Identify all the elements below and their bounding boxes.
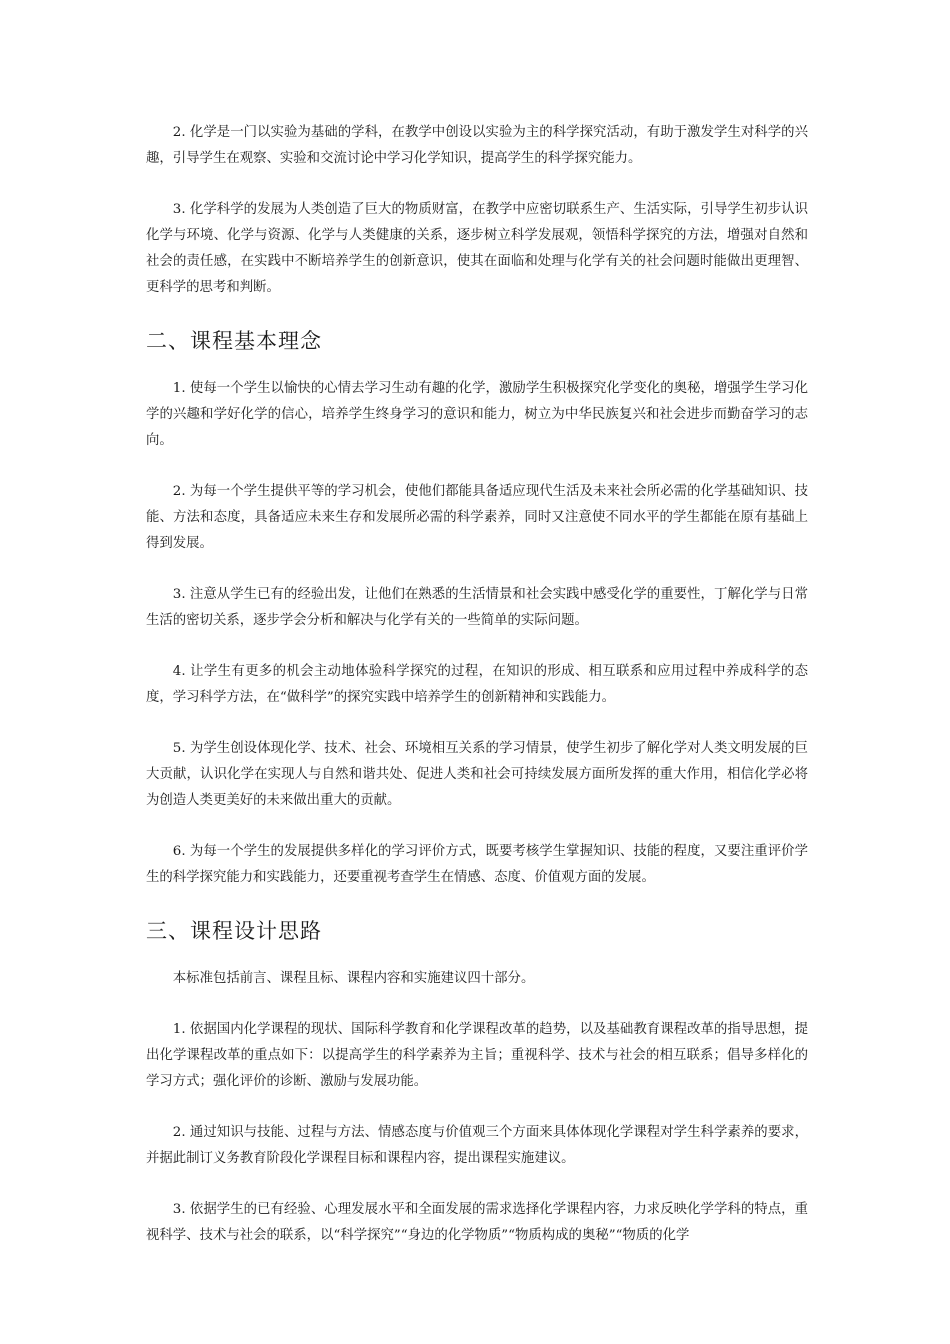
section-heading-basic-concepts: 二、课程基本理念 <box>146 329 322 353</box>
paragraph-concept-1: 1. 使每一个学生以愉快的心情去学习生动有趣的化学，激励学生积极探究化学变化的奥秘，增强学生学习化学的兴趣和学好化学的信心，培养学生终身学习的意识和能力，树立为中华民族复兴和社会进步而勤奋学习的志向。 <box>146 381 808 448</box>
paragraph-design-2: 2. 通过知识与技能、过程与方法、情感态度与价值观三个方面来具体体现化学课程对学生科学素养的要求，并据此制订义务教育阶段化学课程目标和课程内容，提出课程实施建议。 <box>146 1125 808 1166</box>
paragraph-concept-5: 5. 为学生创设体现化学、技术、社会、环境相互关系的学习情景，使学生初步了解化学对人类文明发展的巨大贡献，认识化学在实现人与自然和谐共处、促进人类和社会可持续发展方面所发挥的重大作用，相信化学必将为创造人类更美好的未来做出重大的贡献。 <box>146 741 808 808</box>
paragraph-design-1: 1. 依据国内化学课程的现状、国际科学教育和化学课程改革的趋势，以及基础教育课程改革的指导思想，提出化学课程改革的重点如下：以提高学生的科学素养为主旨；重视科学、技术与社会的相互联系；倡导多样化的学习方式；强化评价的诊断、激励与发展功能。 <box>146 1022 808 1089</box>
paragraph-goal-3: 3. 化学科学的发展为人类创造了巨大的物质财富，在教学中应密切联系生产、生活实际，引导学生初步认识化学与环境、化学与资源、化学与人类健康的关系，逐步树立科学发展观，领悟科学探究的方法，增强对自然和社会的责任感，在实践中不断培养学生的创新意识，使其在面临和处理与化学有关的社会问题时能做出更理智、更科学的思考和判断。 <box>146 202 808 295</box>
document-page <box>146 120 808 1274</box>
section-heading-design-ideas: 三、课程设计思路 <box>146 919 322 943</box>
paragraph-concept-4: 4. 让学生有更多的机会主动地体验科学探究的过程，在知识的形成、相互联系和应用过程中养成科学的态度，学习科学方法，在“做科学”的探究实践中培养学生的创新精神和实践能力。 <box>146 664 808 705</box>
paragraph-concept-6: 6. 为每一个学生的发展提供多样化的学习评价方式，既要考核学生掌握知识、技能的程度，又要注重评价学生的科学探究能力和实践能力，还要重视考查学生在情感、态度、价值观方面的发展。 <box>146 844 808 885</box>
paragraph-concept-2: 2. 为每一个学生提供平等的学习机会，使他们都能具备适应现代生活及未来社会所必需的化学基础知识、技能、方法和态度，具备适应未来生存和发展所必需的科学素养，同时又注意使不同水平的学生都能在原有基础上得到发展。 <box>146 484 808 551</box>
paragraph-concept-3: 3. 注意从学生已有的经验出发，让他们在熟悉的生活情景和社会实践中感受化学的重要性，丁解化学与日常生活的密切关系，逐步学会分析和解决与化学有关的一些简单的实际问题。 <box>146 587 808 628</box>
paragraph-design-3: 3. 依据学生的已有经验、心理发展水平和全面发展的需求选择化学课程内容，力求反映化学学科的特点，重视科学、技术与社会的联系，以“科学探究”“身边的化学物质”“物质构成的奥秘”“物质的化学 <box>146 1202 808 1243</box>
paragraph-goal-2: 2. 化学是一门以实验为基础的学科，在教学中创设以实验为主的科学探究活动，有助于激发学生对科学的兴趣，引导学生在观察、实验和交流讨论中学习化学知识，提高学生的科学探究能力。 <box>146 125 808 166</box>
paragraph-design-intro: 本标准包括前言、课程且标、课程内容和实施建议四十部分。 <box>172 971 535 986</box>
